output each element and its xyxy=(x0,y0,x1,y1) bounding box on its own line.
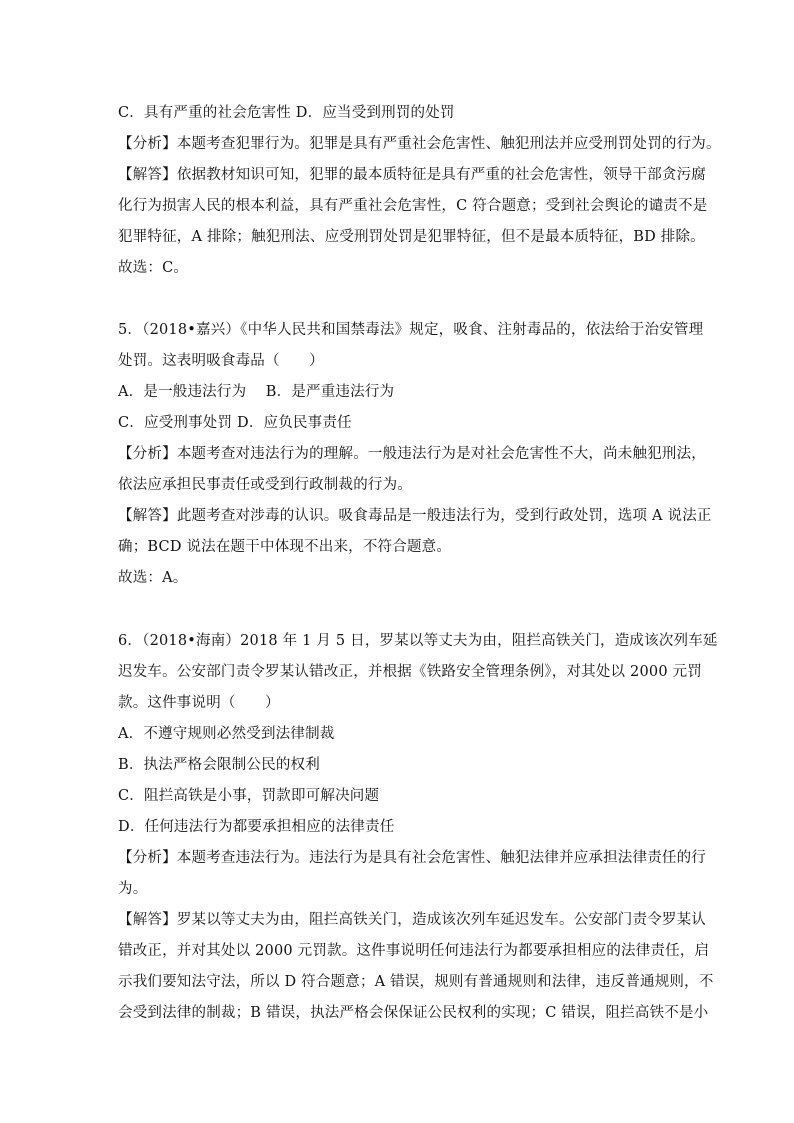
answer-text-line1: 依据教材知识可知，犯罪的最本质特征是具有严重的社会危害性，领导干部贪污腐 xyxy=(176,167,707,183)
q5-stem-line1: 5．（2018•嘉兴）《中华人民共和国禁毒法》规定，吸食、注射毒品的，依法给于治安管理 xyxy=(118,322,704,338)
q5-answer-line2: 确；BCD 说法在题干中体现不出来，不符合题意。 xyxy=(118,539,452,555)
q6-answer-line3: 示我们要知法守法，所以 D 符合题意；A 错误，规则有普通规则和法律，违反普通规则，不 xyxy=(118,974,714,990)
q6-option-c: C．阻拦高铁是小事，罚款即可解决问题 xyxy=(118,788,380,804)
q6-analysis-line2: 为。 xyxy=(118,881,148,897)
q5-answer-tag: 【解答】 xyxy=(118,508,177,524)
q5-stem-line2: 处罚。这表明吸食毒品（ ） xyxy=(118,353,324,369)
q5-analysis-line1: 本题考查对违法行为的理解。一般违法行为是对社会危害性不大，尚未触犯刑法， xyxy=(176,446,707,462)
q5-analysis-tag: 【分析】 xyxy=(118,446,177,462)
q6-stem-line2: 迟发车。公安部门责令罗某认错改正，并根据《铁路安全管理条例》，对其处以 2000 元罚 xyxy=(118,664,702,680)
q6-option-b: B．执法严格会限制公民的权利 xyxy=(118,757,320,773)
q5-analysis-paragraph xyxy=(118,444,707,464)
q5-choice-line: 故选：A。 xyxy=(118,570,188,586)
q6-stem-line3: 款。这件事说明（ ） xyxy=(118,695,280,711)
choice-line: 故选：C。 xyxy=(118,260,189,276)
q6-answer-line4: 会受到法律的制裁；B 错误，执法严格会保保证公民权利的实现；C 错误，阻拦高铁不是小 xyxy=(118,1005,709,1021)
q5-option-ab: A．是一般违法行为 B．是严重违法行为 xyxy=(118,384,395,400)
q6-analysis-paragraph xyxy=(118,848,707,868)
analysis-tag: 【分析】 xyxy=(118,136,177,152)
q6-answer-line2: 错改正，并对其处以 2000 元罚款。这件事说明任何违法行为都要承担相应的法律责任，启 xyxy=(118,943,710,959)
q6-answer-tag: 【解答】 xyxy=(118,912,177,928)
answer-text-line2: 化行为损害人民的根本利益，具有严重社会危害性，C 符合题意；受到社会舆论的谴责不是 xyxy=(118,198,708,214)
answer-paragraph xyxy=(118,165,707,185)
analysis-paragraph xyxy=(118,134,721,154)
q6-stem-line1: 6．（2018•海南）2018 年 1 月 5 日，罗某以等丈夫为由，阻拦高铁关门，造成该次列车延 xyxy=(118,633,718,649)
q6-answer-line1: 罗某以等丈夫为由，阻拦高铁关门，造成该次列车延迟发车。公安部门责令罗某认 xyxy=(176,912,707,928)
q5-answer-line1: 此题考查对涉毒的认识。吸食毒品是一般违法行为，受到行政处罚，选项 A 说法正 xyxy=(176,508,712,524)
q5-analysis-line2: 依法应承担民事责任或受到行政制裁的行为。 xyxy=(118,477,412,493)
q6-option-d: D．任何违法行为都要承担相应的法律责任 xyxy=(118,819,395,835)
q6-analysis-line1: 本题考查违法行为。违法行为是具有社会危害性、触犯法律并应承担法律责任的行 xyxy=(176,850,707,866)
q6-option-a: A．不遵守规则必然受到法律制裁 xyxy=(118,726,335,742)
option-cd-line: C．具有严重的社会危害性 D．应当受到刑罚的处罚 xyxy=(118,105,455,121)
q5-answer-paragraph xyxy=(118,506,712,526)
analysis-text: 本题考查犯罪行为。犯罪是具有严重社会危害性、触犯刑法并应受刑罚处罚的行为。 xyxy=(176,136,721,152)
answer-text-line3: 犯罪特征，A 排除；触犯刑法、应受刑罚处罚是犯罪特征，但不是最本质特征，BD 排除。 xyxy=(118,229,705,245)
q5-option-cd: C．应受刑事处罚 D．应负民事责任 xyxy=(118,415,352,431)
q6-answer-paragraph xyxy=(118,910,707,930)
answer-tag: 【解答】 xyxy=(118,167,177,183)
q6-analysis-tag: 【分析】 xyxy=(118,850,177,866)
